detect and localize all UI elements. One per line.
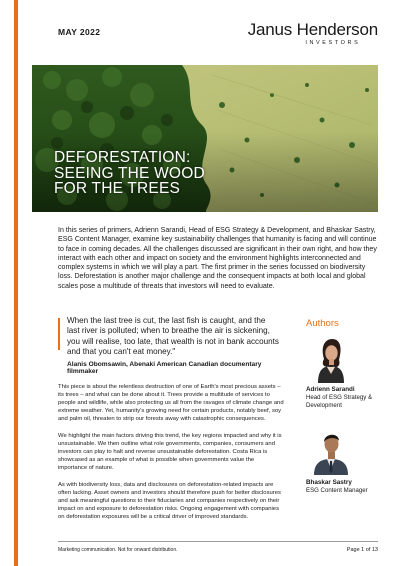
accent-side-bar (14, 0, 18, 566)
pull-quote (58, 316, 280, 375)
quote-accent-bar (58, 318, 60, 350)
body-paragraph-3: As with biodiversity loss, data and disclosures on deforestation-related impacts are often lacking. Asset owners and investors should therefore push for better disclosures and ask meaningful questions to their fiduciaries and companies respectively on their impact on and exposure to deforestation risks. Ongoing engagement with companies on deforestation exposures will be a critical driver of improved standards. (58, 482, 281, 520)
page-number: Page 1 of 13 (346, 547, 378, 553)
hero-image (32, 65, 378, 212)
footer-divider (58, 541, 378, 542)
author-role-1: Head of ESG Strategy & Development (306, 394, 373, 409)
logo-wordmark: Janus Henderson (247, 20, 378, 39)
quote-text: When the last tree is cut, the last fish is caught, and the last river is polluted; when to breathe the air is sickening, you will realise, too late, that wealth is not in bank accounts and that you can't eat money." (67, 316, 279, 357)
body-paragraph-2: We highlight the main factors driving this trend, the key regions impacted and why it is unsustainable. We then outline what role governments, companies, consumers and investors can play to halt and reverse unsustainable deforestation. Costa Rica is showcased as an example of what is possible when governments value the importance of nature. (58, 433, 282, 471)
author-name-1: Adrienn Sarandi (306, 386, 355, 393)
publication-date: MAY 2022 (58, 27, 101, 37)
author-photo-adrienn-sarandi (306, 333, 356, 383)
authors-heading: Authors (306, 318, 339, 329)
hero-title-line-2: SEEING THE WOOD (54, 164, 205, 182)
logo-subtitle: INVESTORS (305, 40, 361, 46)
hero-title-line-1: DEFORESTATION: (54, 149, 191, 166)
intro-paragraph: In this series of primers, Adrienn Sarandi, Head of ESG Strategy & Development, and Bhaskar Sastry, ESG Content Manager, examine key sustainability challenges that humanity is facing and will continue to face in coming decades. All the challenges discussed are significant in their own right, and how they interact with each other and impact on society and the environment highlights interconnected and complex systems in which we will play a part. The first primer in the series focussed on biodiversity loss. Deforestation is another major challenge and the consequent impacts at both local and global scales pose a multitude of threats that investors will need to evaluate. (58, 227, 377, 290)
quote-author: Alanis Obomsawin, Abenaki American Canadian documentary filmmaker (67, 360, 262, 375)
janus-henderson-logo (248, 21, 378, 46)
hero-title-line-3: FOR THE TREES (54, 180, 181, 197)
author-photo-bhaskar-sastry (306, 425, 356, 475)
hero-title (54, 150, 205, 197)
author-role-2: ESG Content Manager (306, 487, 368, 494)
author-name-2: Bhaskar Sastry (306, 479, 352, 486)
body-paragraph-1: This piece is about the relentless destruction of one of Earth's most precious assets – its trees – and what can be done about it. Trees provide a multitude of services to people and wildlife, while also protecting us all from the ravages of climate change and extreme weather. Yet, humanity's growing need for certain products, notably beef, soy and palm oil, threaten to strip our forests away with catastrophic consequences. (58, 384, 284, 422)
footer-disclaimer: Marketing communication. Not for onward distribution. (58, 547, 178, 553)
